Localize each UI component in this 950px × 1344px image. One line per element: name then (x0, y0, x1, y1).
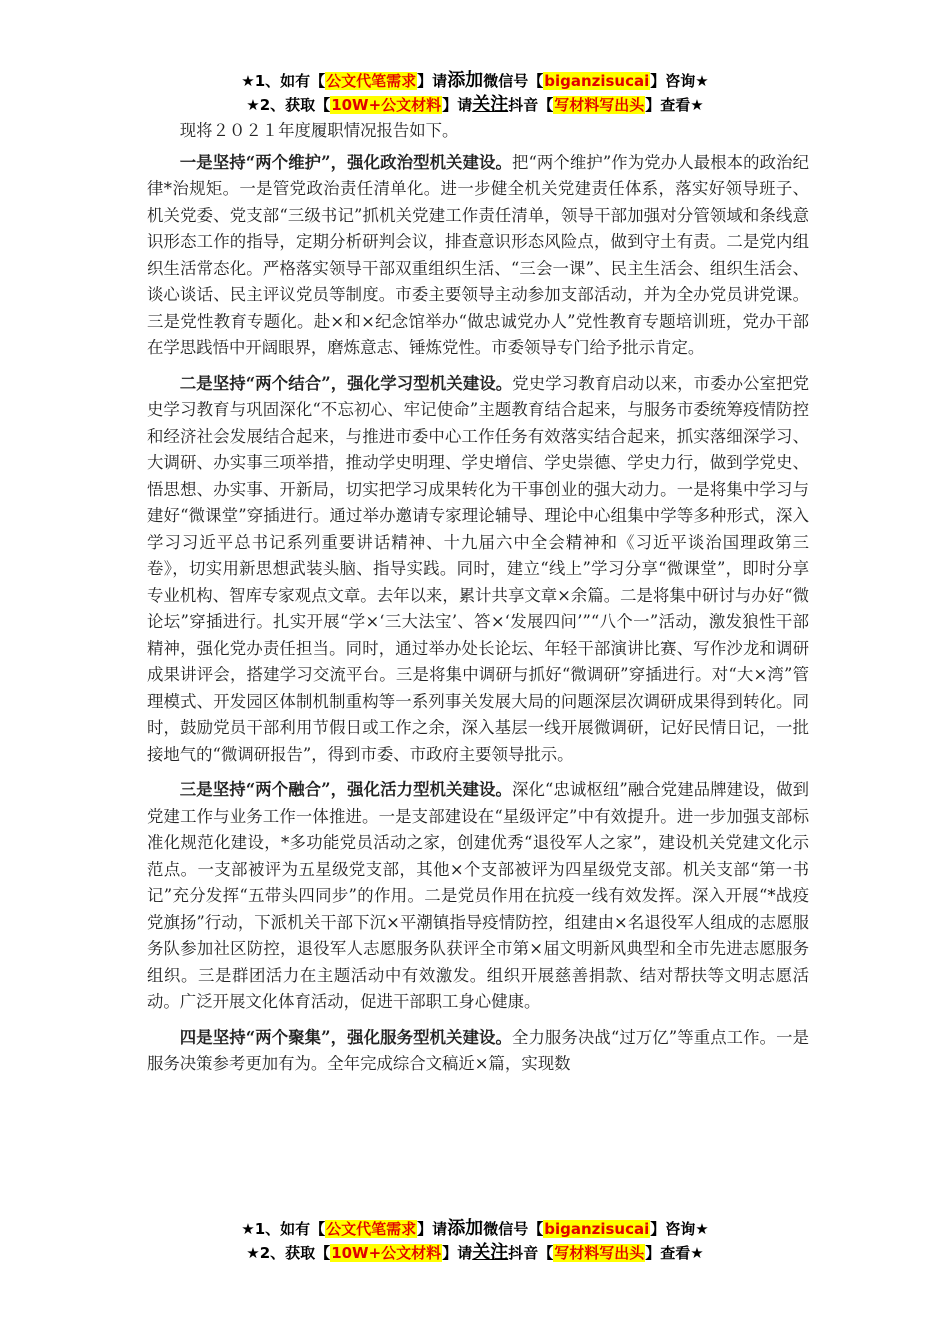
banner-highlight: biganzisucai (544, 1220, 650, 1238)
banner-highlight: 写材料写出头 (554, 96, 645, 114)
banner-highlight: 写材料写出头 (554, 1244, 645, 1262)
banner-highlight: 公文代笔需求 (326, 72, 417, 90)
paragraph-text: 全力服务决战“过万亿”等重点工作。一是服务决策参考更加有为。全年完成综合文稿近×篇，实现数 (147, 1027, 809, 1073)
promo-banner-bottom-line2: ★2、获取【10W+公文材料】请关注抖音【写材料写出头】查看★ (246, 1242, 704, 1263)
paragraph-heading: 二是坚持“两个结合”，强化学习型机关建设。 (179, 373, 513, 393)
paragraph-4 (147, 1025, 809, 1078)
paragraph-text: 把“两个维护”作为党办人最根本的政治纪律*治规矩。一是管党政治责任清单化。进一步健全机关党建责任体系，落实好领导班子、机关党委、党支部“三级书记”抓机关党建工作责任清单，领导干部加强对分管领域和条线意识形态工作的指导，定期分析研判会议，排查意识形态风险点，做到守土有责。二是党内组织生活常态化。严格落实领导干部双重组织生活、“三会一课”、民主生活会、组织生活会、谈心谈话、民主评议党员等制度。市委主要领导主动参加支部活动，并为全办党员讲党课。三是党性教育专题化。赴×和×纪念馆举办“做忠诚党办人”党性教育专题培训班，党办干部在学思践悟中开阔眼界，磨炼意志、锤炼党性。市委领导专门给予批示肯定。 (147, 152, 809, 357)
paragraph-text: 党史学习教育启动以来，市委办公室把党史学习教育与巩固深化“不忘初心、牢记使命”主题教育结合起来，与服务市委统筹疫情防控和经济社会发展结合起来，与推进市委中心工作任务有效落实结合起来，抓实落细深学习、大调研、办实事三项举措，推动学史明理、学史增信、学史崇德、学史力行，做到学党史、悟思想、办实事、开新局，切实把学习成果转化为干事创业的强大动力。一是将集中学习与建好“微课堂”穿插进行。通过举办邀请专家理论辅导、理论中心组集中学等多种形式，深入学习习近平总书记系列重要讲话精神、十九届六中全会精神和《习近平谈治国理政第三卷》，切实用新思想武装头脑、指导实践。同时，建立“线上”学习分享“微课堂”，即时分享专业机构、智库专家观点文章。去年以来，累计共享文章×余篇。二是将集中研讨与办好“微论坛”穿插进行。扎实开展“学×‘三大法宝’、答×‘发展四问’”“八个一”活动，激发狼性干部精神，强化党办责任担当。同时，通过举办处长论坛、年轻干部演讲比赛、写作沙龙和调研成果讲评会，搭建学习交流平台。三是将集中调研与抓好“微调研”穿插进行。对“大×湾”管理模式、开发园区体制机制重构等一系列事关发展大局的问题深层次调研成果得到转化。同时，鼓励党员干部利用节假日或工作之余，深入基层一线开展微调研，记好民情日记，一批接地气的“微调研报告”，得到市委、市政府主要领导批示。 (147, 373, 810, 764)
paragraph-text: 深化“忠诚枢纽”融合党建品牌建设，做到党建工作与业务工作一体推进。一是支部建设在“星级评定”中有效提升。进一步加强支部标准化规范化建设，*多功能党员活动之家，创建优秀“退役军人之家”，建设机关党建文化示范点。一支部被评为五星级党支部，其他×个支部被评为四星级党支部。机关支部“第一书记”充分发挥“五带头四同步”的作用。二是党员作用在抗疫一线有效发挥。深入开展“*战疫党旗扬”行动，下派机关干部下沉×平潮镇指导疫情防控，组建由×名退役军人组成的志愿服务队参加社区防控，退役军人志愿服务队获评全市第×届文明新风典型和全市先进志愿服务组织。三是群团活力在主题活动中有效激发。组织开展慈善捐款、结对帮扶等文明志愿活动。广泛开展文化体育活动，促进干部职工身心健康。 (147, 780, 809, 1011)
paragraph-2 (147, 371, 809, 769)
banner-highlight: 公文代笔需求 (326, 1220, 417, 1238)
paragraph-heading: 三是坚持“两个融合”，强化活力型机关建设。 (179, 780, 512, 799)
promo-banner-top-line1: ★1、如有【公文代笔需求】请添加微信号【biganzisucai】咨询★ (241, 70, 709, 91)
paragraph-1 (147, 150, 809, 362)
paragraph-heading: 四是坚持“两个聚集”，强化服务型机关建设。 (179, 1027, 512, 1047)
document-body (147, 118, 809, 1087)
promo-banner-top-line2: ★2、获取【10W+公文材料】请关注抖音【写材料写出头】查看★ (246, 94, 704, 115)
intro-paragraph: 现将２０２１年度履职情况报告如下。 (179, 121, 459, 140)
banner-highlight: 10W+公文材料 (331, 1244, 442, 1262)
banner-highlight: 10W+公文材料 (331, 96, 442, 114)
banner-highlight: biganzisucai (544, 72, 650, 90)
paragraph-heading: 一是坚持“两个维护”，强化政治型机关建设。 (179, 152, 512, 172)
promo-banner-bottom-line1: ★1、如有【公文代笔需求】请添加微信号【biganzisucai】咨询★ (241, 1218, 709, 1239)
paragraph-3 (147, 777, 809, 1016)
